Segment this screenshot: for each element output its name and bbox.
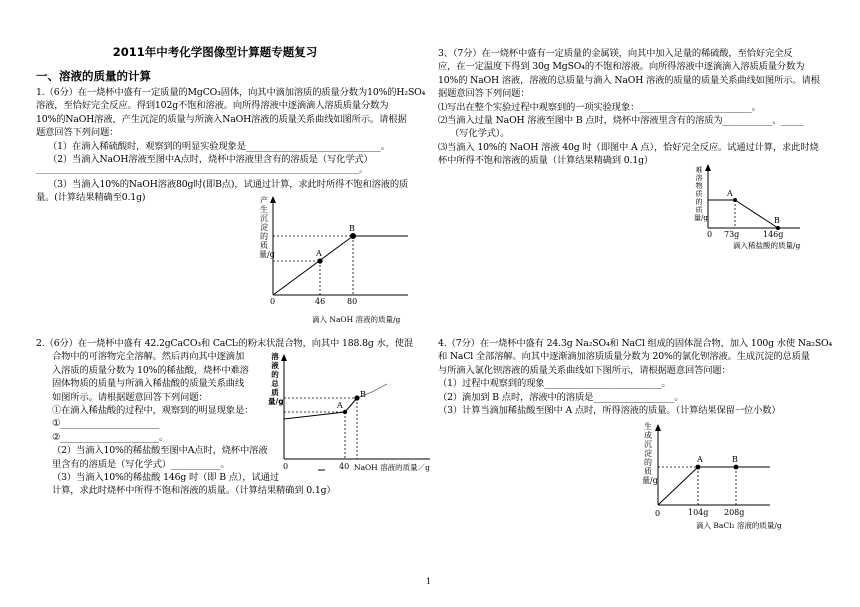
- q4-sub-1: （1）过程中观察到的现象__________________________。: [438, 378, 671, 390]
- q3-line-3: 10%的 NaOH 溶液，溶液的总质量与滴入 NaOH 溶液的质量的质量关系曲线如图所示。请根: [438, 74, 820, 86]
- q2-line-2: 合物中的可溶物完全溶解。然后再向其中逐滴加: [52, 351, 245, 363]
- q2-sub-2a: （2）当滴入10%的稀盐酸至图中A点时，烧杯中溶液: [52, 445, 268, 457]
- q2-line-4: 固体物质的质量与所滴入稀盐酸的质量关系曲线: [52, 378, 245, 390]
- q4-line-2: 和 NaCl 全部溶解。向其中逐渐滴加溶质质量分数为 20%的氯化钡溶液。生成沉淀的总质量: [438, 351, 810, 363]
- q3-line-1: 3、（7分）在一烧杯中盛有一定质量的金属镁，向其中加入足量的稀硫酸，至恰好完全反: [438, 48, 793, 59]
- q2-line-1: 2.（6分）在一烧杯中盛有 42.2gCaCO₃和 CaCl₂的粉末状混合物，向其中 188.8g 水，使混: [36, 338, 414, 349]
- q1-y-label: 产生沉淀的质量/g: [259, 196, 275, 259]
- q3-sub-3b: 杯中所得不饱和溶液的质量（计算结果精确到 0.1g）: [438, 155, 654, 167]
- page-number: 1: [426, 577, 432, 586]
- q2-label-b: B: [360, 390, 366, 399]
- q3-origin: 0: [707, 230, 713, 239]
- q4-point-a: [696, 465, 701, 470]
- q2-sub-1: ①在滴入稀盐酸的过程中，观察到的明显现象是：: [52, 405, 254, 417]
- q1-sub-3-line-2: 量。(计算结果精确至0.1g): [36, 192, 146, 204]
- q2-tick-1: 40: [339, 462, 350, 471]
- q1-sub-2-blank: ____________________________________________________________________________________。: [36, 165, 368, 174]
- q3-tick-1: 73g: [724, 230, 740, 239]
- q4-sub-2: （2）滴加到 B 点时，溶液中的溶质是__________________。: [438, 391, 684, 403]
- q2-label-a: A: [337, 401, 343, 410]
- q4-origin: 0: [655, 509, 661, 518]
- q4-tick-2: 208g: [724, 508, 745, 517]
- q1-label-b: B: [349, 224, 355, 233]
- q3-sub-1: ⑴写出在整个实验过程中观察到的一项实验现象：_________________________。: [438, 101, 761, 113]
- q1-line-3: 10%的NaOH溶液，产生沉淀的质量与所滴入NaOH溶液的质量关系曲线如图所示。请根据: [36, 113, 407, 125]
- q3-sub-2a: ⑵当滴入过量 NaOH 溶液至图中 B 点时，烧杯中溶液里含有的溶质为___________、_____: [438, 115, 804, 127]
- q1-sub-1: （1）在滴入稀硫酸时，观察到的明显实验现象是______________________________。: [48, 140, 390, 152]
- q1-line-4: 题意回答下列问题：: [36, 127, 119, 139]
- q4-sub-3: （3）计算当滴加稀盐酸至图中 A 点时，所得溶液的质量。（计算结果保留一位小数）: [438, 405, 781, 417]
- q1-sub-2: （2）当滴入NaOH溶液至图中A点时，烧杯中溶液里含有的溶质是（写化学式）: [48, 154, 373, 166]
- q3-sub-3a: ⑶当滴入 10%的 NaOH 溶液 40g 时（即图中 A 点），恰好完全反应。试通过计算，求此时烧: [438, 141, 819, 153]
- q1-sub-3-line-1: （3）当滴入10%的NaOH溶液80g时(即B点)，试通过计算，求此时所得不饱和溶液的质: [48, 179, 409, 190]
- q3-x-label: 滴入稀盐酸的质量/g: [733, 241, 801, 250]
- q2-y-label: 溶液的总质量/g: [268, 352, 284, 406]
- q2-sub-1b: ②______________________。: [52, 431, 169, 443]
- q3-y-label: 难溶物质的质量/g: [694, 166, 708, 222]
- q2-origin: 0: [283, 462, 289, 471]
- q1-label-a: A: [316, 249, 322, 258]
- q2-line-3: 入溶质的质量分数为 10%的稀盐酸，烧杯中难溶: [52, 364, 249, 376]
- q4-y-label: 生成沉淀的质量/g: [642, 422, 658, 485]
- q4-point-b: [734, 465, 739, 470]
- q4-tick-1: 104g: [688, 508, 709, 517]
- q1-origin: 0: [270, 297, 276, 306]
- q3-sub-2b: （写化学式）。: [450, 128, 510, 140]
- q4-line-1: 4.（7分）在一烧杯中盛有 24.3g Na₂SO₄和 NaCl 组成的固体混合物，加入 100g 水使 Na₂SO₄: [438, 338, 833, 349]
- q4-curve-rise: [658, 467, 698, 505]
- page-title: 2011年中考化学图像型计算题专题复习: [112, 45, 318, 59]
- q2-x-label: NaOH 溶液的质量／g: [354, 463, 430, 472]
- section-heading: 一、溶液的质量的计算: [36, 69, 151, 83]
- q3-line-4: 据题意回答下列问题：: [438, 88, 530, 100]
- q1-tick-1: 46: [315, 297, 326, 306]
- q3-label-a: A: [727, 189, 733, 198]
- q1-x-label: 滴入 NaOH 溶液的质量/g: [312, 315, 401, 324]
- q4-label-b: B: [732, 455, 738, 464]
- q3-tick-2: 146g: [763, 230, 784, 239]
- q1-line-2: 溶液，至恰好完全反应。得到102g不饱和溶液。向所得溶液中逐滴滴人溶质质量分数为: [36, 100, 389, 112]
- q2-sub-2b: 里含有的溶质是（写化学式）___________。: [52, 458, 230, 470]
- q4-label-a: A: [697, 455, 703, 464]
- q4-y-arrow: [655, 424, 661, 431]
- q2-sub-3b: 计算，求此时烧杯中所得不饱和溶液的质量。（计算结果精确到 0.1g）: [52, 485, 336, 497]
- q2-line-5: 如图所示。请根据题意回答下列问题：: [52, 391, 208, 403]
- q1-tick-2: 80: [347, 297, 358, 306]
- q3-label-b: B: [774, 216, 780, 225]
- q4-line-3: 与所滴入氯化钡溶液的质量关系曲线如下图所示，请根据题意回答问题：: [438, 364, 731, 376]
- q2-sub-1a: ①______________________: [52, 418, 160, 430]
- q2-sub-3a: （3）当滴入10%的稀盐酸 146g 时（即 B 点），试通过: [52, 472, 279, 484]
- q4-x-label: 滴入 BaCl₂ 溶液的质量/g: [696, 521, 782, 530]
- q1-line-1: 1.（6分）在一烧杯中盛有一定质量的MgCO₃固体，向其中滴加溶质的质量分数为10%的H₂SO₄: [36, 87, 426, 98]
- q3-line-2: 应，在一定温度下得到 30g MgSO₄的不饱和溶液。向所得溶液中逐滴滴入溶质质量分数为: [438, 61, 805, 73]
